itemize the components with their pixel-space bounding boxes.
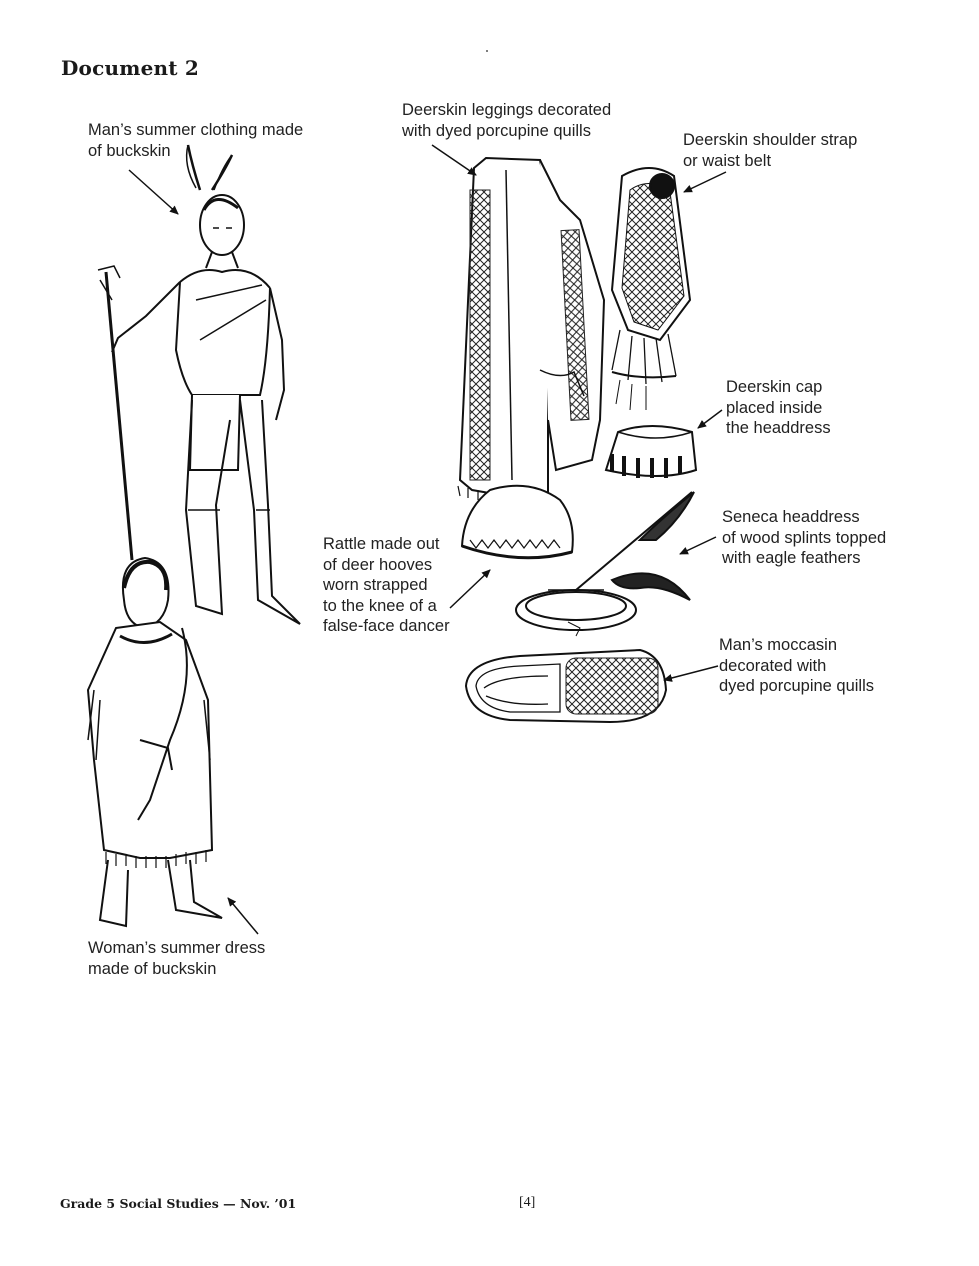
caption-man-clothing: Man’s summer clothing made of buckskin [88, 121, 304, 160]
man-figure-illustration [98, 145, 300, 624]
caption-woman-dress: Woman’s summer dress made of buckskin [88, 939, 266, 978]
leggings-illustration [458, 158, 604, 520]
arrow-headdress [680, 537, 716, 554]
cap-illustration [606, 426, 696, 478]
caption-cap: Deerskin cap placed inside the headdress [726, 378, 831, 437]
caption-leggings: Deerskin leggings decorated with dyed porcupine quills [402, 101, 612, 140]
arrow-man-clothing [129, 170, 178, 214]
arrow-cap [698, 410, 722, 428]
arrow-leggings [432, 145, 476, 175]
arrow-rattle [450, 570, 490, 608]
woman-figure-illustration [88, 558, 222, 926]
arrow-shoulder-strap [684, 172, 726, 192]
moccasin-illustration [466, 650, 666, 722]
caption-rattle: Rattle made out of deer hooves worn strapped to the knee of a false-face dancer [323, 535, 450, 635]
page-number: [4] [519, 1195, 536, 1210]
shoulder-strap-illustration [612, 168, 690, 410]
document-title: Document 2 [61, 56, 199, 80]
footer-course-label: Grade 5 Social Studies — Nov. ’01 [60, 1196, 297, 1211]
caption-shoulder-strap: Deerskin shoulder strap or waist belt [683, 131, 858, 170]
caption-moccasin: Man’s moccasin decorated with dyed porcupine quills [719, 636, 875, 695]
arrow-moccasin [664, 666, 718, 680]
rattle-illustration [462, 486, 573, 558]
arrow-woman-dress [228, 898, 258, 934]
caption-headdress: Seneca headdress of wood splints topped with eagle feathers [722, 508, 887, 567]
